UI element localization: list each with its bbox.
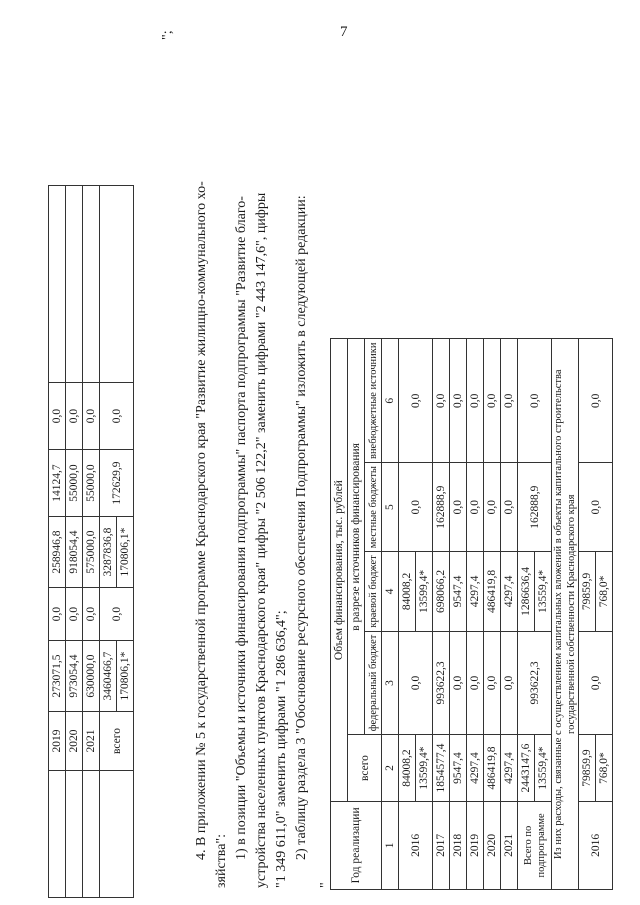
table-cell: 0,0: [467, 339, 484, 463]
table-cell: 0,0: [100, 383, 134, 450]
table-cell: 0,0: [450, 339, 467, 463]
table-header-row: [331, 10, 348, 890]
table-cell: 0,0: [83, 383, 100, 450]
table-cell: 4297,4: [501, 735, 518, 801]
table-cell: 258946,8: [49, 517, 66, 588]
paragraph-line: "1 349 611,0" заменить цифрами "1 286 636,4";: [274, 610, 289, 888]
table-cell: 1: [382, 801, 399, 889]
paragraph-line: 1) в позиции "Объемы и источники финансирования подпрограммы" паспорта подпрограммы "Развитие благо-: [234, 196, 249, 860]
table-cell: 9547,4: [450, 735, 467, 801]
table-cell: [100, 771, 134, 898]
table-cell: 2019: [49, 712, 66, 771]
table-cell: 3: [382, 631, 399, 735]
table-cell: 13559,4*: [535, 735, 552, 801]
table-cell: 2019: [467, 801, 484, 889]
table-cell: 3460466,7: [100, 641, 117, 712]
closing-quote: ";: [160, 30, 175, 40]
table-cell: 1854577,4: [433, 735, 450, 801]
header-federal: федеральный бюджет: [365, 631, 382, 735]
table-cell: 162888,9: [433, 463, 450, 552]
table-cell: 2021: [83, 712, 100, 771]
table-cell: 768,0*: [596, 552, 613, 631]
paragraph-line: устройства населенных пунктов Краснодарского края" цифры "2 506 122,2" заменить цифрами "2 443 147,6", цифры: [254, 192, 269, 888]
table-cell: 3287836,8: [100, 517, 117, 588]
table-cell: 0,0: [49, 588, 66, 641]
table-cell: 0,0: [579, 631, 613, 735]
table-cell: 4: [382, 552, 399, 631]
table-cell: 0,0: [399, 631, 433, 735]
table-cell: 0,0: [49, 383, 66, 450]
table-cell: 172629,9: [100, 450, 134, 517]
table-cell: 1286636,4: [518, 552, 535, 631]
table-cell: 79859,9: [579, 552, 596, 631]
table-cell: 0,0: [518, 339, 552, 463]
table-cell: 2020: [66, 712, 83, 771]
table-cell: 0,0: [579, 463, 613, 552]
table-cell: 973054,4: [66, 641, 83, 712]
table-row: [66, 186, 83, 898]
table-row: [100, 186, 117, 898]
table-cell: 55000,0: [66, 450, 83, 517]
header-sources: в разрезе источников финансирования: [348, 339, 365, 735]
table-cell: 4297,4: [467, 552, 484, 631]
table-cell: 575000,0: [83, 517, 100, 588]
table-cell: 13599,4*: [416, 735, 433, 801]
table-cell: 2016: [399, 801, 433, 889]
table-cell: 162888,9: [518, 463, 552, 552]
table-cell: [83, 771, 100, 898]
table-cell: 84008,2: [399, 735, 416, 801]
table-cell: [66, 186, 83, 383]
table-cell: 13599,4*: [416, 552, 433, 631]
table-cell: 0,0: [467, 463, 484, 552]
table-cell: 2: [382, 735, 399, 801]
table-cell: [49, 771, 66, 898]
table-cell: 0,0: [501, 631, 518, 735]
table-cell: 2017: [433, 801, 450, 889]
table-cell: 0,0: [83, 588, 100, 641]
table-cell: 0,0: [579, 339, 613, 463]
table-cell: 14124,7: [49, 450, 66, 517]
paragraph-line: 4. В приложении № 5 к государственной программе Краснодарского края "Развитие жилищно-коммунального хо-: [194, 181, 209, 860]
header-local: местные бюджеты: [365, 463, 382, 552]
table-cell: Всего по подпрограмме: [518, 801, 552, 889]
header-regional: краевой бюджет: [365, 552, 382, 631]
table-cell: 273071,5: [49, 641, 66, 712]
header-offbudget: внебюджетные источники: [365, 339, 382, 463]
table-cell: 698066,2: [433, 552, 450, 631]
table-note: Из них расходы, связанные с осуществлением капитальных вложений в объекты капитального строительства государственной собственности Краснодарского края: [552, 339, 579, 890]
table-cell: 2016: [579, 801, 613, 889]
table-cell: 0,0: [484, 631, 501, 735]
table-cell: 0,0: [484, 463, 501, 552]
table-cell: 0,0: [66, 588, 83, 641]
table-cell: 2443147,6: [518, 735, 535, 801]
table-cell: 170806,1*: [117, 641, 134, 712]
table-cell: 2018: [450, 801, 467, 889]
table-cell: 993622,3: [518, 631, 552, 735]
top-table: [48, 185, 134, 898]
table-cell: 0,0: [501, 463, 518, 552]
table-cell: 55000,0: [83, 450, 100, 517]
header-total: всего: [348, 735, 382, 801]
table-cell: 0,0: [66, 383, 83, 450]
table-cell: 0,0: [399, 463, 433, 552]
header-year: Год реализации: [331, 801, 382, 889]
table-cell: 630000,0: [83, 641, 100, 712]
header-volume: Объем финансирования, тыс. рублей: [331, 339, 348, 801]
paragraph-line: 2) таблицу раздела 3 "Обоснование ресурсного обеспечения Подпрограммы" изложить в следующей редакции:: [294, 195, 309, 860]
table-cell: [49, 186, 66, 383]
rotated-page-content: [20, 10, 620, 890]
table-cell: 170806,1*: [117, 517, 134, 588]
table-cell: 79859,9: [579, 735, 596, 801]
table-cell: 0,0: [433, 339, 450, 463]
table-cell: 4297,4: [501, 552, 518, 631]
table-cell: [100, 186, 134, 383]
table-cell: 0,0: [484, 339, 501, 463]
table-row: [49, 186, 66, 898]
table-cell: [66, 771, 83, 898]
table-cell: 0,0: [501, 339, 518, 463]
table-cell: 0,0: [399, 339, 433, 463]
table-cell: 0,0: [450, 463, 467, 552]
financing-table: [330, 10, 613, 890]
table-cell: 13559,4*: [535, 552, 552, 631]
table-cell: 0,0: [450, 631, 467, 735]
table-cell: 6: [382, 339, 399, 463]
table-cell: 486419,8: [484, 552, 501, 631]
paragraph-line: зяйства":: [214, 833, 229, 888]
table-cell: 486419,8: [484, 735, 501, 801]
table-cell: [83, 186, 100, 383]
table-cell: 993622,3: [433, 631, 450, 735]
table-cell: всего: [100, 712, 134, 771]
table-cell: 2020: [484, 801, 501, 889]
table-cell: 9547,4: [450, 552, 467, 631]
table-cell: 918054,4: [66, 517, 83, 588]
table-cell: 0,0: [467, 631, 484, 735]
table-cell: 4297,4: [467, 735, 484, 801]
table-cell: 768,0*: [596, 735, 613, 801]
table-cell: 0,0: [100, 588, 134, 641]
table-row: [83, 186, 100, 898]
opening-quote: ": [318, 882, 333, 888]
table-cell: 2021: [501, 801, 518, 889]
table-cell: 84008,2: [399, 552, 416, 631]
page-number: 7: [340, 24, 348, 40]
table-cell: 5: [382, 463, 399, 552]
